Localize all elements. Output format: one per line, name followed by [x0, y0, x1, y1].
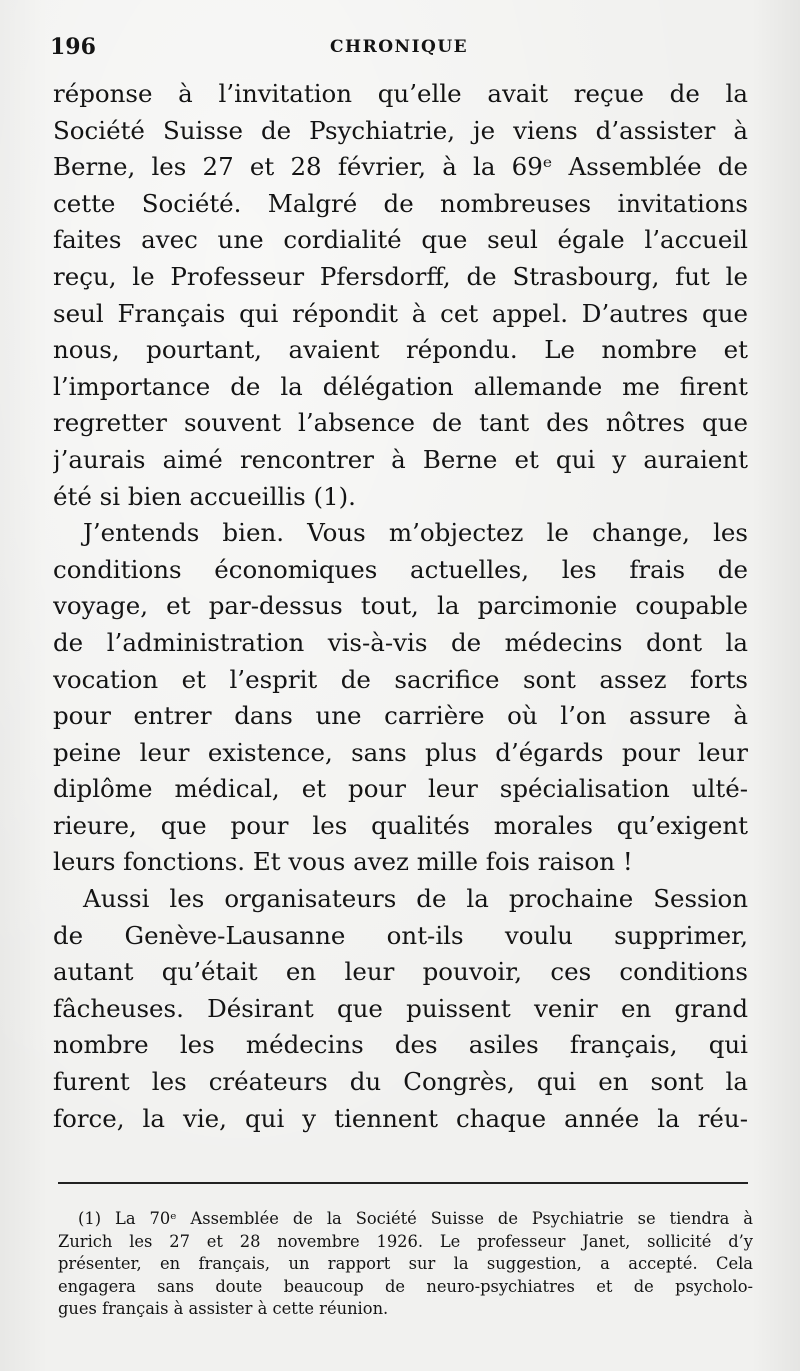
footnote-line: présenter, en français, un rapport sur la suggestion, a accepté. Cela	[58, 1254, 753, 1273]
footnote-line: gues français à assister à cette réunion.	[58, 1299, 389, 1318]
text-line: de Genève-Lausanne ont-ils voulu supprimer,	[53, 920, 748, 950]
footnote-line: (1) La 70ᵉ Assemblée de la Société Suisse de Psychiatrie se tiendra à	[78, 1209, 753, 1228]
text-line: autant qu’était en leur pouvoir, ces conditions	[53, 957, 748, 987]
text-line: reçu, le Professeur Pfersdorff, de Strasbourg, fut le	[53, 261, 748, 291]
text-line: vocation et l’esprit de sacrifice sont assez forts	[53, 664, 748, 694]
body-text	[53, 76, 748, 1137]
text-line: j’aurais aimé rencontrer à Berne et qui y auraient	[53, 444, 748, 474]
text-line: conditions économiques actuelles, les frais de	[53, 554, 748, 584]
text-line: cette Société. Malgré de nombreuses invitations	[53, 188, 748, 218]
page-header	[50, 34, 750, 64]
text-line: Société Suisse de Psychiatrie, je viens d’assister à	[53, 115, 748, 145]
text-line: force, la vie, qui y tiennent chaque année la réu-	[53, 1103, 748, 1133]
text-line: seul Français qui répondit à cet appel. D’autres que	[53, 298, 748, 328]
text-line: peine leur existence, sans plus d’égards pour leur	[53, 737, 748, 767]
footnote-divider	[58, 1182, 748, 1184]
text-line: fâcheuses. Désirant que puissent venir en grand	[53, 993, 748, 1023]
text-line: nous, pourtant, avaient répondu. Le nombre et	[53, 335, 748, 365]
text-line: J’entends bien. Vous m’objectez le change, les	[83, 518, 748, 548]
text-line: réponse à l’invitation qu’elle avait reçue de la	[53, 79, 748, 108]
text-line: voyage, et par-dessus tout, la parcimonie coupable	[53, 591, 748, 621]
text-line: de l’administration vis-à-vis de médecins dont la	[53, 627, 748, 657]
text-line: rieure, que pour les qualités morales qu’exigent	[53, 810, 748, 840]
footnote-line: engagera sans doute beaucoup de neuro-psychiatres et de psycholo-	[58, 1276, 753, 1296]
text-line: leurs fonctions. Et vous avez mille fois raison !	[53, 847, 633, 877]
text-line: Berne, les 27 et 28 février, à la 69ᵉ Assemblée de	[53, 152, 748, 182]
text-line: Aussi les organisateurs de la prochaine Session	[83, 884, 748, 914]
text-line: été si bien accueillis (1).	[53, 481, 356, 511]
footnote	[58, 1208, 753, 1321]
text-line: l’importance de la délégation allemande me firent	[53, 371, 748, 401]
text-line: nombre les médecins des asiles français, qui	[53, 1030, 748, 1060]
text-line: pour entrer dans une carrière où l’on assure à	[53, 701, 748, 731]
running-title: CHRONIQUE	[330, 37, 469, 57]
text-line: furent les créateurs du Congrès, qui en sont la	[53, 1067, 748, 1097]
text-line: regretter souvent l’absence de tant des nôtres que	[53, 408, 748, 438]
page-number: 196	[50, 34, 96, 60]
text-line: faites avec une cordialité que seul égale l’accueil	[53, 225, 748, 255]
text-line: diplôme médical, et pour leur spécialisation ulté-	[53, 774, 748, 804]
footnote-line: Zurich les 27 et 28 novembre 1926. Le professeur Janet, sollicité d’y	[58, 1231, 753, 1251]
